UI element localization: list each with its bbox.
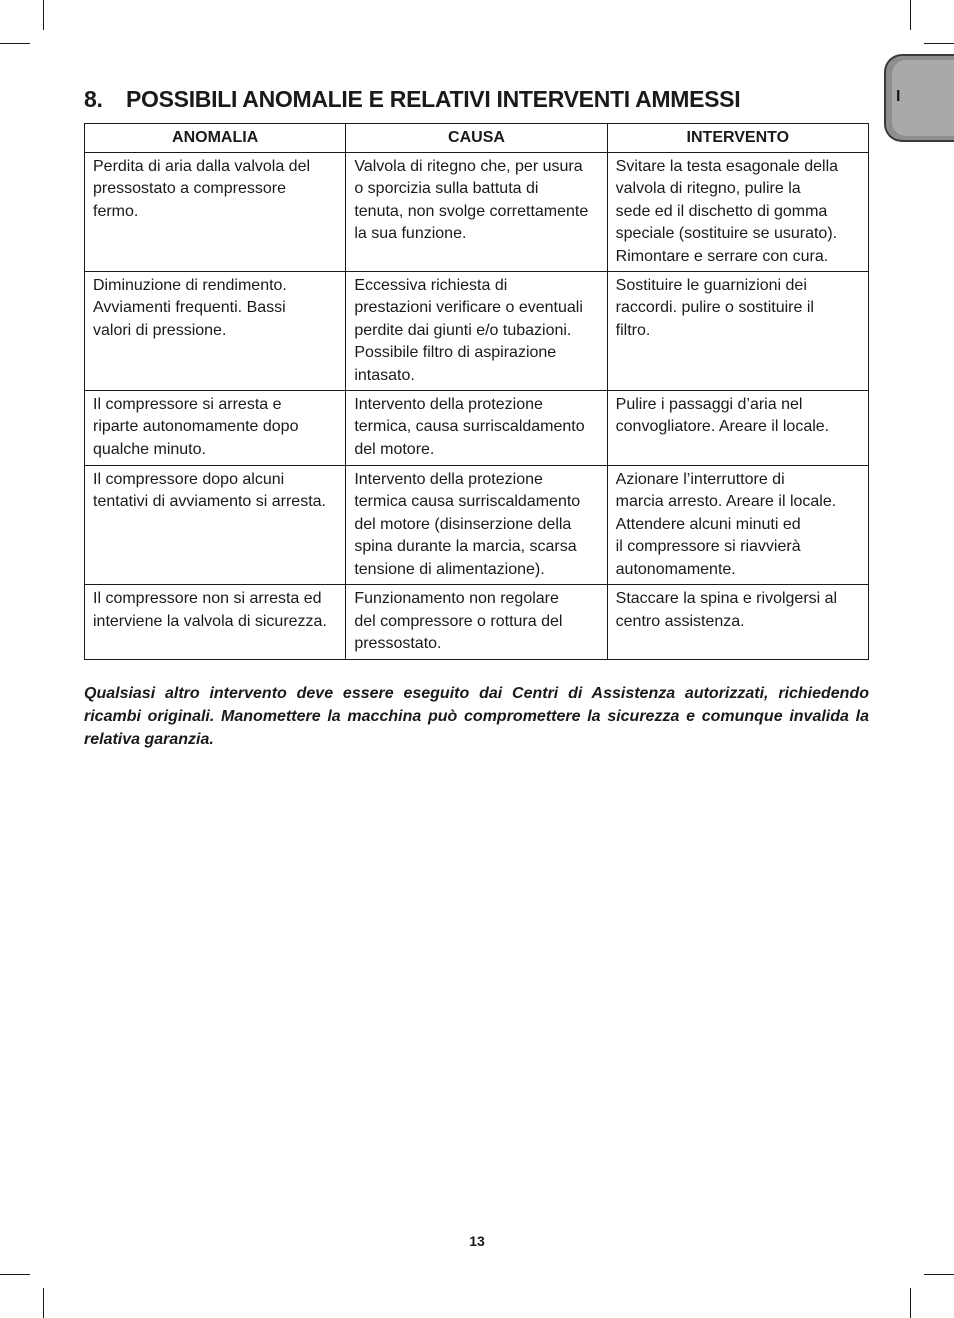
- cell-text-line: Intervento della protezione: [354, 396, 543, 414]
- cell-text-line: interviene la valvola di sicurezza.: [93, 612, 327, 630]
- table-header-row: [85, 124, 869, 153]
- cell-anomalia: [85, 466, 346, 585]
- section-title: [84, 86, 740, 113]
- cell-causa: [346, 391, 607, 466]
- cell-text-line: del motore.: [354, 440, 435, 458]
- cell-text-line: termica causa surriscaldamento: [354, 493, 581, 511]
- cell-text-line: Sostituire le guarnizioni dei: [615, 277, 807, 295]
- cell-anomalia: [85, 153, 346, 272]
- table-row: [85, 391, 869, 466]
- cell-causa: [346, 272, 607, 391]
- section-title-text: POSSIBILI ANOMALIE E RELATIVI INTERVENTI AMMESSI: [126, 86, 741, 112]
- cell-text-line: perdite dai giunti e/o tubazioni.: [354, 321, 572, 339]
- cell-text-line: Valvola di ritegno che, per usura: [354, 158, 583, 175]
- page-number: 13: [469, 1233, 485, 1249]
- cell-text-line: Pulire i passaggi d’aria nel: [615, 396, 803, 414]
- cell-text-line: pressostato.: [354, 634, 442, 652]
- cell-text-line: il compressore si riavvierà: [615, 538, 801, 556]
- table-row: [85, 272, 869, 391]
- crop-mark: [43, 1288, 44, 1318]
- cell-text-line: marcia arresto. Areare il locale.: [615, 493, 837, 511]
- cell-anomalia: [85, 391, 346, 466]
- column-header-intervento: INTERVENTO: [607, 124, 868, 153]
- cell-anomalia: [85, 272, 346, 391]
- crop-mark: [0, 43, 30, 44]
- cell-text-line: o sporcizia sulla battuta di: [354, 180, 539, 198]
- column-header-anomalia: ANOMALIA: [85, 124, 346, 153]
- cell-text-line: sede ed il dischetto di gomma: [615, 202, 828, 220]
- cell-text-line: tenuta, non svolge correttamente: [354, 202, 589, 220]
- cell-text-line: la sua funzione.: [354, 225, 467, 243]
- cell-text-line: qualche minuto.: [93, 440, 206, 458]
- cell-text-line: fermo.: [93, 202, 139, 220]
- crop-mark: [924, 1274, 954, 1275]
- cell-text-line: Svitare la testa esagonale della: [615, 158, 839, 175]
- crop-mark: [910, 0, 911, 30]
- table-row: [85, 585, 869, 660]
- cell-text-line: intasato.: [354, 366, 415, 384]
- cell-text-line: filtro.: [615, 321, 651, 339]
- cell-intervento: [607, 585, 868, 660]
- cell-intervento: [607, 153, 868, 272]
- cell-text-line: spina durante la marcia, scarsa: [354, 538, 577, 556]
- cell-text-line: pressostato a compressore: [93, 180, 286, 198]
- warranty-note: Qualsiasi altro intervento deve essere eseguito dai Centri di Assistenza autorizzati, richiedendo ricambi originali. Manomettere la macchina può compromettere la sicurezza e comunque invalida la relativa garanzia.: [84, 685, 869, 748]
- troubleshooting-table: [84, 123, 869, 660]
- cell-text-line: Rimontare e serrare con cura.: [615, 247, 829, 265]
- cell-text-line: speciale (sostituire se usurato).: [615, 225, 838, 243]
- cell-text-line: convogliatore. Areare il locale.: [615, 418, 830, 436]
- column-header-causa: CAUSA: [346, 124, 607, 153]
- cell-intervento: [607, 466, 868, 585]
- cell-intervento: [607, 272, 868, 391]
- language-tab-fill: [892, 60, 954, 136]
- cell-anomalia: [85, 585, 346, 660]
- cell-text-line: tentativi di avviamento si arresta.: [93, 493, 326, 511]
- cell-text-line: raccordi. pulire o sostituire il: [615, 299, 814, 317]
- cell-text-line: centro assistenza.: [615, 612, 745, 630]
- cell-text-line: Intervento della protezione: [354, 471, 543, 489]
- cell-text-line: termica, causa surriscaldamento: [354, 418, 585, 436]
- cell-text-line: Il compressore si arresta e: [93, 396, 282, 414]
- table-row: [85, 153, 869, 272]
- cell-text-line: Eccessiva richiesta di: [354, 277, 508, 295]
- cell-text-line: Attendere alcuni minuti ed: [615, 515, 801, 533]
- cell-text-line: Perdita di aria dalla valvola del: [93, 158, 311, 175]
- cell-text-line: Azionare l’interruttore di: [615, 471, 785, 489]
- crop-mark: [924, 43, 954, 44]
- cell-text-line: tensione di alimentazione).: [354, 560, 545, 578]
- cell-intervento: [607, 391, 868, 466]
- cell-text-line: Avviamenti frequenti. Bassi: [93, 299, 286, 317]
- cell-text-line: Possibile filtro di aspirazione: [354, 344, 557, 362]
- language-tab: [884, 54, 954, 142]
- cell-text-line: Il compressore dopo alcuni: [93, 471, 285, 489]
- cell-text-line: del motore (disinserzione della: [354, 515, 572, 533]
- cell-text-line: Staccare la spina e rivolgersi al: [615, 590, 838, 608]
- cell-text-line: riparte autonomamente dopo: [93, 418, 299, 436]
- cell-text-line: valvola di ritegno, pulire la: [615, 180, 801, 198]
- table-row: [85, 466, 869, 585]
- cell-text-line: del compressore o rottura del: [354, 612, 563, 630]
- cell-text-line: prestazioni verificare o eventuali: [354, 299, 583, 317]
- crop-mark: [43, 0, 44, 30]
- crop-mark: [0, 1274, 30, 1275]
- cell-text-line: valori di pressione.: [93, 321, 227, 339]
- cell-text-line: Funzionamento non regolare: [354, 590, 559, 608]
- cell-causa: [346, 585, 607, 660]
- section-number: 8.: [84, 86, 103, 112]
- crop-mark: [910, 1288, 911, 1318]
- language-tab-label: I: [896, 88, 901, 105]
- cell-causa: [346, 153, 607, 272]
- cell-causa: [346, 466, 607, 585]
- cell-text-line: Diminuzione di rendimento.: [93, 277, 287, 295]
- cell-text-line: Il compressore non si arresta ed: [93, 590, 322, 608]
- cell-text-line: autonomamente.: [615, 560, 736, 578]
